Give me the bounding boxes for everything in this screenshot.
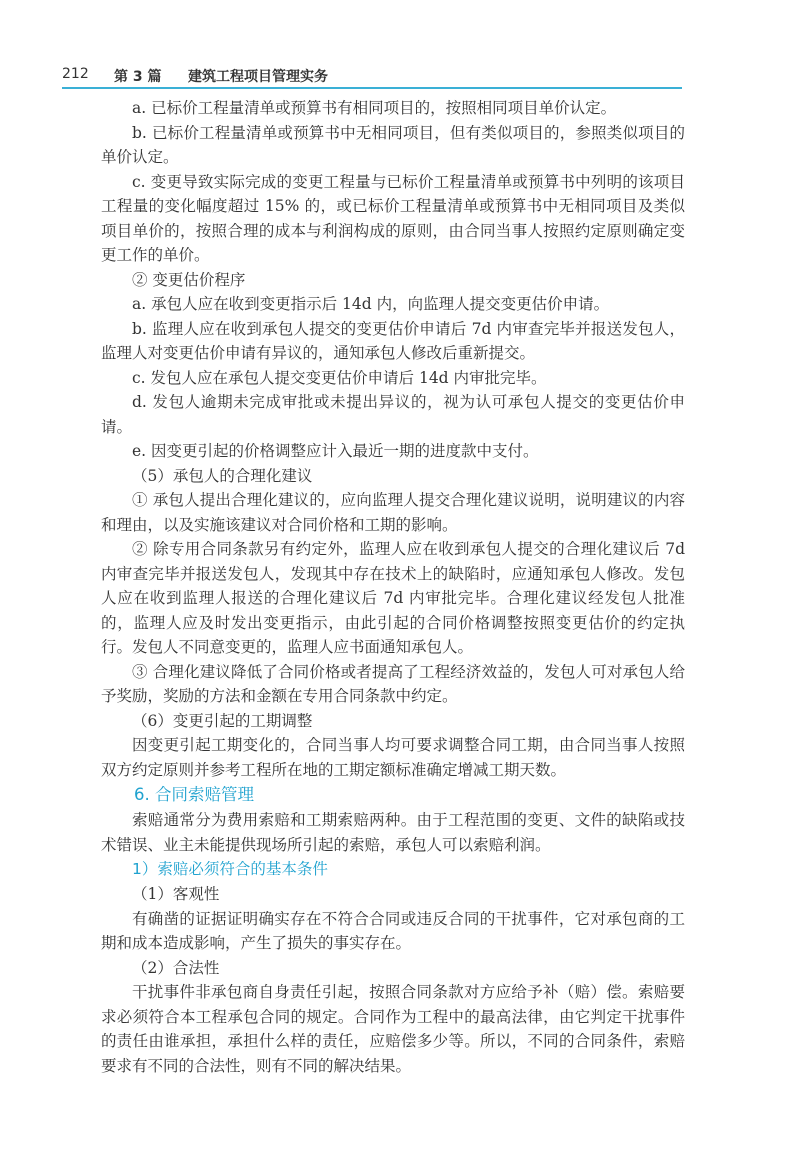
header-rule bbox=[62, 87, 682, 89]
para-claims-intro: 索赔通常分为费用索赔和工期索赔两种。由于工程范围的变更、文件的缺陷或技术错误、业主未能提供现场所引起的索赔，承包人可以索赔利润。 bbox=[101, 811, 685, 854]
part-label: 第 3 篇 bbox=[114, 69, 162, 85]
body-text bbox=[101, 96, 685, 1078]
subheading-schedule-adjust: （6）变更引起的工期调整 bbox=[132, 711, 313, 730]
subheading-objectivity: （1）客观性 bbox=[132, 885, 220, 903]
running-header bbox=[62, 62, 682, 88]
subheading-rationalization: （5）承包人的合理化建议 bbox=[132, 466, 313, 485]
para-procedure-e: e. 因变更引起的价格调整应计入最近一期的进度款中支付。 bbox=[132, 442, 539, 460]
para-procedure-a: a. 承包人应在收到变更指示后 14d 内，向监理人提交变更估价申请。 bbox=[132, 295, 610, 313]
para-schedule-adjust: 因变更引起工期变化的，合同当事人均可要求调整合同工期，由合同当事人按照双方约定原则并参考工程所在地的工期定额标准确定增减工期天数。 bbox=[101, 736, 685, 779]
para-procedure-b: b. 监理人应在收到承包人提交的变更估价申请后 7d 内审查完毕并报送发包人，监理人对变更估价申请有异议的，通知承包人修改后重新提交。 bbox=[101, 319, 685, 362]
part-title: 建筑工程项目管理实务 bbox=[188, 69, 328, 85]
para-rule-b: b. 已标价工程量清单或预算书中无相同项目，但有类似项目的，参照类似项目的单价认定。 bbox=[101, 123, 685, 166]
section-heading-claims: 6. 合同索赔管理 bbox=[134, 785, 254, 804]
para-rule-c: c. 变更导致实际完成的变更工程量与已标价工程量清单或预算书中列明的该项目工程量的变化幅度超过 15% 的，或已标价工程量清单或预算书中无相同项目及类似项目单价的，按照合理的成本与利润构成的原则，由合同当事人按照约定原则确定变更工作的单价。 bbox=[101, 172, 685, 264]
subsection-heading-conditions: 1）索赔必须符合的基本条件 bbox=[132, 860, 328, 878]
subheading-valuation-procedure: ② 变更估价程序 bbox=[132, 270, 246, 289]
para-rationalization-2: ② 除专用合同条款另有约定外，监理人应在收到承包人提交的合理化建议后 7d 内审查完毕并报送发包人，发现其中存在技术上的缺陷时，应通知承包人修改。发包人应在收到监理人报送的合理化建议后 7d 内审批完毕。合理化建议经发包人批准的，监理人应及时发出变更指示，由此引起的合同价格调整按照变更估价的约定执行。发包人不同意变更的，监理人应书面通知承包人。 bbox=[101, 540, 685, 656]
para-rationalization-3: ③ 合理化建议降低了合同价格或者提高了工程经济效益的，发包人可对承包人给予奖励，奖励的方法和金额在专用合同条款中约定。 bbox=[101, 662, 685, 705]
para-procedure-c: c. 发包人应在承包人提交变更估价申请后 14d 内审批完毕。 bbox=[132, 368, 547, 387]
page-number: 212 bbox=[62, 66, 89, 82]
para-rule-a: a. 已标价工程量清单或预算书有相同项目的，按照相同项目单价认定。 bbox=[132, 99, 617, 117]
subheading-legality: （2）合法性 bbox=[132, 958, 220, 977]
para-objectivity: 有确凿的证据证明确实存在不符合合同或违反合同的干扰事件，它对承包商的工期和成本造成影响，产生了损失的事实存在。 bbox=[101, 909, 685, 952]
para-procedure-d: d. 发包人逾期未完成审批或未提出异议的，视为认可承包人提交的变更估价申请。 bbox=[101, 393, 685, 436]
para-rationalization-1: ① 承包人提出合理化建议的，应向监理人提交合理化建议说明，说明建议的内容和理由，以及实施该建议对合同价格和工期的影响。 bbox=[101, 491, 685, 534]
para-legality: 干扰事件非承包商自身责任引起，按照合同条款对方应给予补（赔）偿。索赔要求必须符合本工程承包合同的规定。合同作为工程中的最高法律，由它判定干扰事件的责任由谁承担，承担什么样的责任，应赔偿多少等。所以，不同的合同条件，索赔要求有不同的合法性，则有不同的解决结果。 bbox=[101, 983, 685, 1075]
